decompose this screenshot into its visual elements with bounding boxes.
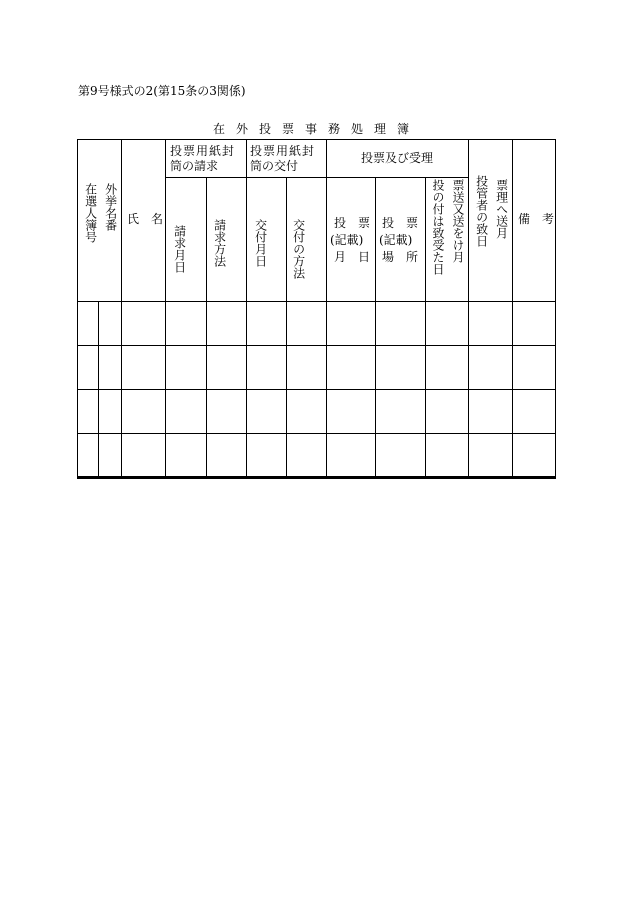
header-request-method-text: 請求方法: [212, 219, 227, 267]
form-label: 第9号様式の2(第15条の3関係): [78, 84, 246, 98]
header-delivery-method-text: 交付の方法: [291, 219, 306, 279]
header-request-date: [171, 225, 187, 273]
header-envelope-request-line1: 投票用紙封: [170, 144, 236, 158]
header-envelope-delivery-line2: 筒の交付: [250, 159, 299, 173]
header-request-method: [211, 219, 227, 267]
header-envelope-request-line2: 筒の請求: [170, 159, 219, 173]
header-vote-place-unit: 場 所: [382, 250, 419, 264]
header-manager-col2: 票理へ送月: [494, 179, 509, 239]
header-delivery-date-text: 交付月日: [253, 219, 268, 267]
header-envelope-delivery-line1: 投票用紙封: [250, 144, 316, 158]
header-delivery-method: [290, 219, 306, 279]
header-vote-place: 投 票: [382, 216, 419, 230]
header-vote-date: 投 票: [334, 216, 371, 230]
header-delivery-date: [252, 219, 268, 267]
header-request-date-text: 請求月日: [172, 225, 187, 273]
header-name: 氏 名: [127, 212, 164, 226]
header-voter-number-right: 外挙名番: [103, 183, 118, 231]
header-vote-date-unit: 月 日: [334, 250, 371, 264]
overseas-voting-register-table: [77, 139, 556, 479]
header-vote-date-sub: (記載): [330, 233, 364, 247]
header-remarks: 備 考: [518, 212, 555, 226]
table-title: 在外投票事務処理簿: [213, 122, 421, 136]
header-vote-sent-col2: 票送又送をけ月: [451, 179, 465, 263]
header-vote-place-sub: (記載): [379, 233, 413, 247]
header-vote-receipt: 投票及び受理: [361, 151, 434, 165]
header-vote-sent-col1: 投の付は致受た日: [431, 179, 445, 275]
header-voter-number-left: 在選人簿号: [83, 183, 98, 243]
header-manager-col1: 投管者の致日: [474, 175, 489, 247]
